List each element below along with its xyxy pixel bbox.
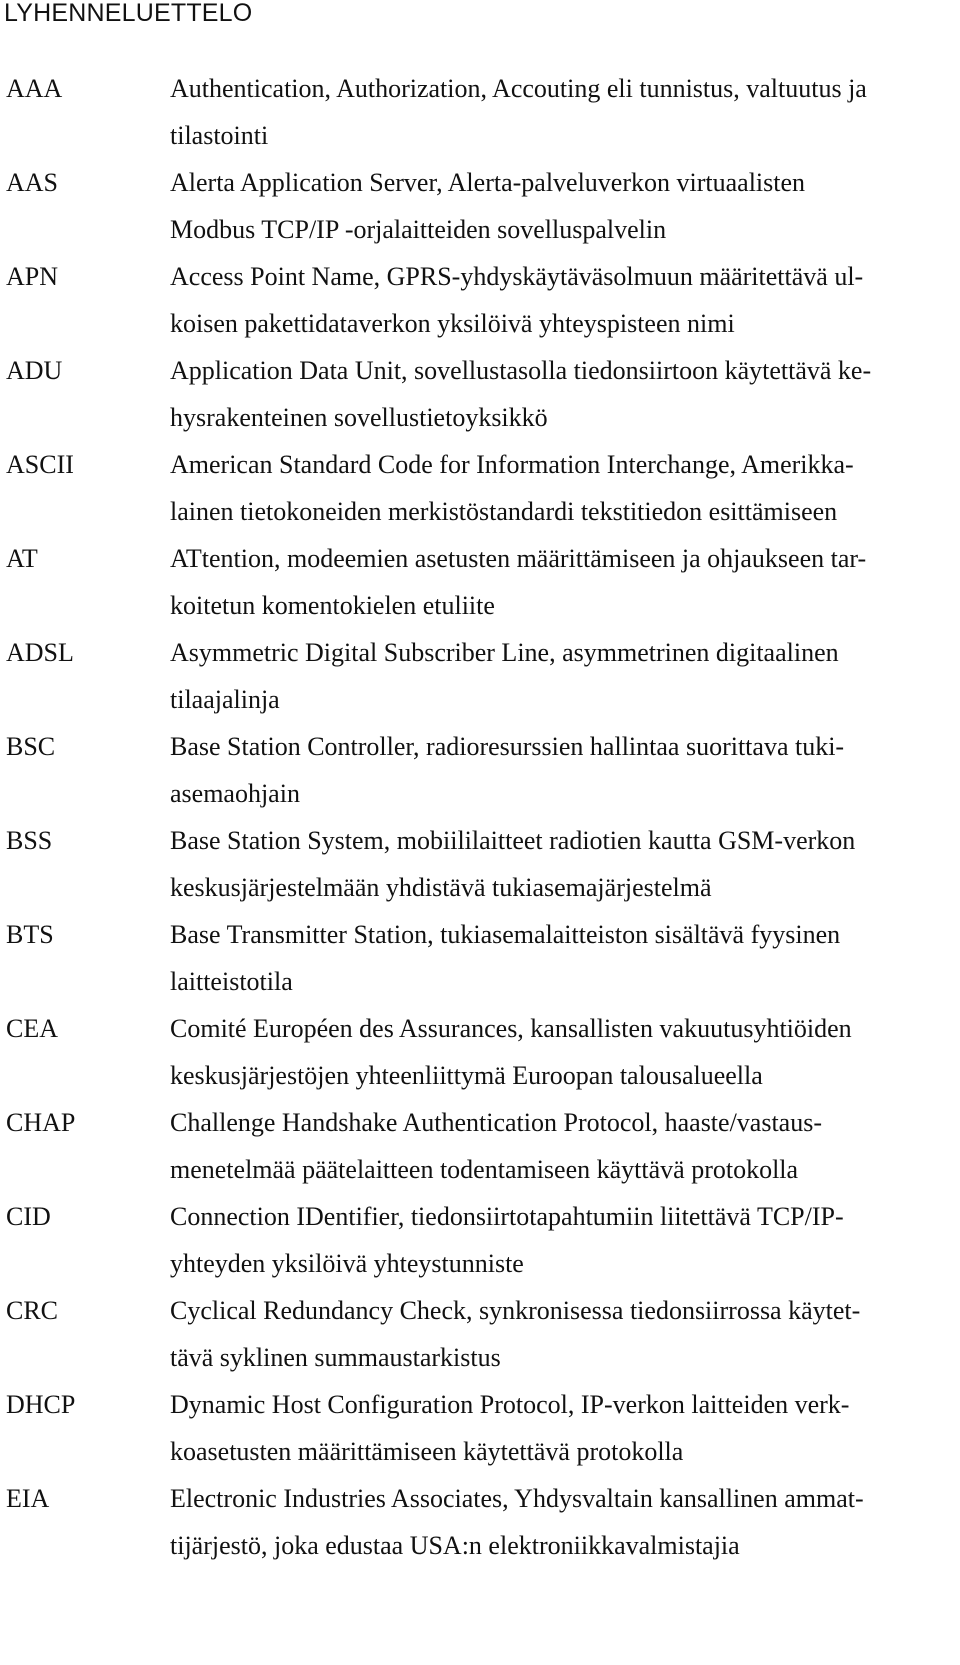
definition-line: tilaajalinja <box>170 685 280 714</box>
definition <box>170 1193 940 1287</box>
definition-line: Connection IDentifier, tiedonsiirtotapahtumiin liitettävä TCP/IP- <box>170 1202 844 1231</box>
definition-line: koitetun komentokielen etuliite <box>170 591 495 620</box>
abbreviation: EIA <box>6 1484 50 1513</box>
definition-line: tijärjestö, joka edustaa USA:n elektroniikkavalmistajia <box>170 1531 740 1560</box>
definition <box>170 911 940 1005</box>
list-item <box>0 535 960 629</box>
definition-line: Authentication, Authorization, Accouting eli tunnistus, valtuutus ja <box>170 74 867 103</box>
definition-line: Application Data Unit, sovellustasolla tiedonsiirtoon käytettävä ke- <box>170 356 872 385</box>
definition-line: Base Transmitter Station, tukiasemalaitteiston sisältävä fyysinen <box>170 920 841 949</box>
abbreviation: AAS <box>6 168 59 197</box>
list-item <box>0 1381 960 1475</box>
definition-line: Comité Européen des Assurances, kansallisten vakuutusyhtiöiden <box>170 1014 852 1043</box>
list-item <box>0 1099 960 1193</box>
definition-line: koasetusten määrittämiseen käytettävä protokolla <box>170 1437 684 1466</box>
list-item <box>0 1287 960 1381</box>
list-item <box>0 911 960 1005</box>
definition <box>170 1099 940 1193</box>
definition-line: Dynamic Host Configuration Protocol, IP-verkon laitteiden verk- <box>170 1390 850 1419</box>
abbreviation: CRC <box>6 1296 59 1325</box>
definition-line: tilastointi <box>170 121 269 150</box>
abbreviation: ADSL <box>6 638 74 667</box>
definition-line: menetelmää päätelaitteen todentamiseen käyttävä protokolla <box>170 1155 799 1184</box>
definition-line: Base Station Controller, radioresurssien hallintaa suorittava tuki- <box>170 732 845 761</box>
list-item <box>0 723 960 817</box>
definition-line: Access Point Name, GPRS-yhdyskäytäväsolmuun määritettävä ul- <box>170 262 864 291</box>
definition <box>170 535 940 629</box>
abbreviation: CEA <box>6 1014 58 1043</box>
abbreviation-list <box>0 65 960 1569</box>
definition <box>170 1475 940 1569</box>
definition <box>170 441 940 535</box>
list-item <box>0 159 960 253</box>
definition-line: lainen tietokoneiden merkistöstandardi tekstitiedon esittämiseen <box>170 497 838 526</box>
list-item <box>0 253 960 347</box>
abbreviation: BSS <box>6 826 53 855</box>
abbreviation: AAA <box>6 74 63 103</box>
definition <box>170 1005 940 1099</box>
definition-line: American Standard Code for Information Interchange, Amerikka- <box>170 450 854 479</box>
list-item <box>0 629 960 723</box>
definition <box>170 629 940 723</box>
definition-line: keskusjärjestelmään yhdistävä tukiasemajärjestelmä <box>170 873 712 902</box>
definition <box>170 817 940 911</box>
abbreviation: APN <box>6 262 59 291</box>
definition <box>170 347 940 441</box>
list-item <box>0 65 960 159</box>
abbreviation: ASCII <box>6 450 74 479</box>
definition-line: Challenge Handshake Authentication Protocol, haaste/vastaus- <box>170 1108 822 1137</box>
definition-line: Alerta Application Server, Alerta-palveluverkon virtuaalisten <box>170 168 806 197</box>
definition-line: Asymmetric Digital Subscriber Line, asymmetrinen digitaalinen <box>170 638 839 667</box>
definition-line: Modbus TCP/IP -orjalaitteiden sovelluspalvelin <box>170 215 667 244</box>
abbreviation: DHCP <box>6 1390 76 1419</box>
list-item <box>0 347 960 441</box>
definition-line: laitteistotila <box>170 967 293 996</box>
abbreviation: ADU <box>6 356 63 385</box>
list-item <box>0 817 960 911</box>
definition-line: asemaohjain <box>170 779 300 808</box>
definition-line: tävä syklinen summaustarkistus <box>170 1343 501 1372</box>
list-item <box>0 1193 960 1287</box>
definition <box>170 65 940 159</box>
definition-line: Base Station System, mobiililaitteet radiotien kautta GSM-verkon <box>170 826 856 855</box>
abbreviation: AT <box>6 544 38 573</box>
definition-line: keskusjärjestöjen yhteenliittymä Euroopan talousalueella <box>170 1061 763 1090</box>
definition-line: yhteyden yksilöivä yhteystunniste <box>170 1249 524 1278</box>
definition <box>170 159 940 253</box>
list-item <box>0 441 960 535</box>
definition-line: hysrakenteinen sovellustietoyksikkö <box>170 403 548 432</box>
definition-line: koisen pakettidataverkon yksilöivä yhteyspisteen nimi <box>170 309 735 338</box>
page-title: LYHENNELUETTELO <box>4 0 253 27</box>
abbreviation: CID <box>6 1202 51 1231</box>
abbreviation: BSC <box>6 732 56 761</box>
definition <box>170 1287 940 1381</box>
definition <box>170 723 940 817</box>
definition-line: Electronic Industries Associates, Yhdysvaltain kansallinen ammat- <box>170 1484 864 1513</box>
list-item <box>0 1475 960 1569</box>
definition-line: Cyclical Redundancy Check, synkronisessa tiedonsiirrossa käytet- <box>170 1296 861 1325</box>
list-item <box>0 1005 960 1099</box>
abbreviation: CHAP <box>6 1108 76 1137</box>
definition <box>170 1381 940 1475</box>
definition-line: ATtention, modeemien asetusten määrittämiseen ja ohjaukseen tar- <box>170 544 867 573</box>
definition <box>170 253 940 347</box>
abbreviation: BTS <box>6 920 54 949</box>
